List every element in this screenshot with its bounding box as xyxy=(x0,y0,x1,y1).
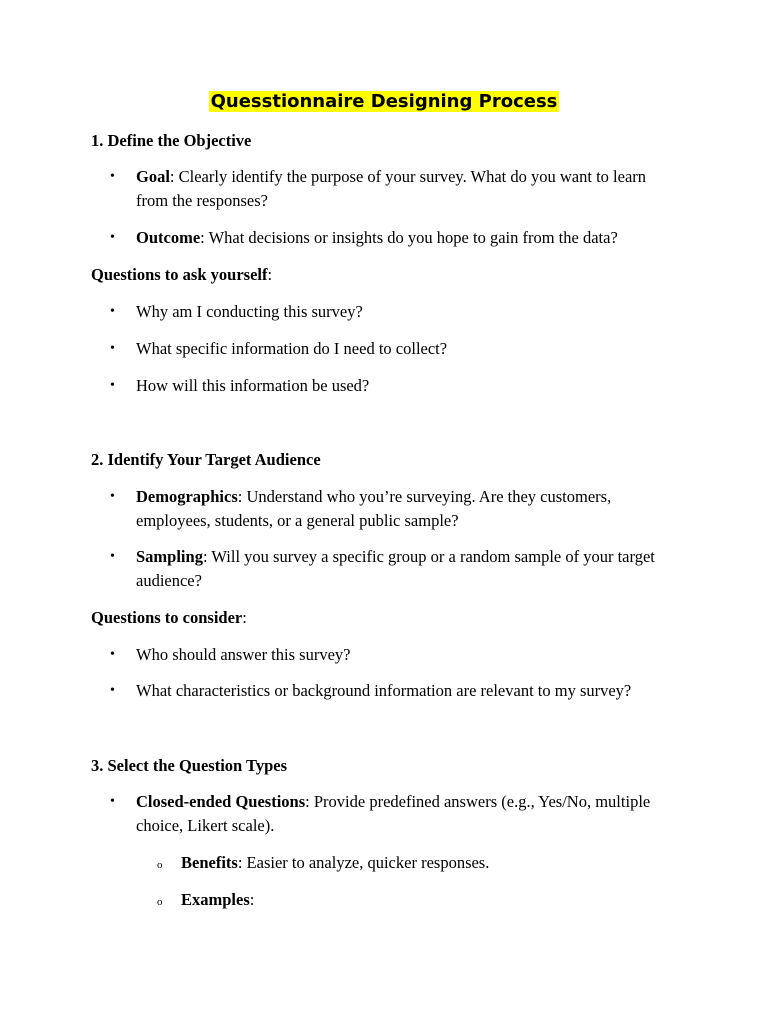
bullet-icon: • xyxy=(110,230,115,245)
questions-label-colon: : xyxy=(242,608,247,627)
section-2-heading: 2. Identify Your Target Audience xyxy=(91,450,321,469)
bullet-text: : Will you survey a specific group or a random sample of your target audience? xyxy=(136,547,655,590)
bullet-label: Outcome xyxy=(136,228,201,247)
section-3-heading: 3. Select the Question Types xyxy=(91,756,288,775)
title-row xyxy=(0,90,768,114)
sub-list-item xyxy=(157,851,677,875)
questions-label-text: Questions to ask yourself xyxy=(91,265,268,284)
page-title: Quesstionnaire Designing Process xyxy=(210,91,558,112)
bullet-label: Demographics xyxy=(136,487,238,506)
list-item xyxy=(110,374,670,398)
circle-bullet-icon: o xyxy=(157,896,163,908)
bullet-label: Goal xyxy=(136,167,170,186)
bullet-icon: • xyxy=(110,683,115,698)
question-text: Who should answer this survey? xyxy=(136,645,351,664)
bullet-icon: • xyxy=(110,378,115,393)
list-item xyxy=(110,679,670,703)
bullet-label: Closed-ended Questions xyxy=(136,792,306,811)
questions-label-colon: : xyxy=(267,265,273,284)
bullet-icon: • xyxy=(110,794,115,809)
list-item xyxy=(110,485,670,533)
circle-bullet-icon: o xyxy=(157,859,163,871)
bullet-icon: • xyxy=(110,549,115,564)
question-text: What characteristics or background information are relevant to my survey? xyxy=(136,681,632,700)
section-1-questions-label xyxy=(91,263,272,287)
section-1-heading: 1. Define the Objective xyxy=(91,131,252,150)
bullet-text: : Provide predefined answers (e.g., Yes/No, multiple choice, Likert scale). xyxy=(136,792,651,835)
question-text: Why am I conducting this survey? xyxy=(136,302,363,321)
sub-bullet-label: Benefits xyxy=(181,853,238,872)
list-item xyxy=(110,165,670,213)
bullet-text: : What decisions or insights do you hope to gain from the data? xyxy=(200,228,618,247)
bullet-icon: • xyxy=(110,169,115,184)
list-item xyxy=(110,643,670,667)
list-item xyxy=(110,226,670,250)
list-item xyxy=(110,790,670,838)
bullet-label: Sampling xyxy=(136,547,203,566)
questions-label-text: Questions to consider xyxy=(91,608,243,627)
question-text: What specific information do I need to collect? xyxy=(136,339,448,358)
sub-list-item xyxy=(157,888,677,912)
list-item xyxy=(110,300,670,324)
list-item xyxy=(110,337,670,361)
sub-bullet-label: Examples xyxy=(181,890,250,909)
bullet-icon: • xyxy=(110,489,115,504)
bullet-icon: • xyxy=(110,341,115,356)
sub-bullet-text: : Easier to analyze, quicker responses. xyxy=(237,853,490,872)
sub-bullet-text: : xyxy=(249,890,255,909)
section-2-questions-label xyxy=(91,606,247,630)
bullet-icon: • xyxy=(110,647,115,662)
question-text: How will this information be used? xyxy=(136,376,370,395)
bullet-icon: • xyxy=(110,304,115,319)
bullet-text: : Clearly identify the purpose of your survey. What do you want to learn from the responses? xyxy=(136,167,647,210)
list-item xyxy=(110,545,670,593)
bullet-text: : Understand who you’re surveying. Are they customers, employees, students, or a general public sample? xyxy=(136,487,612,530)
